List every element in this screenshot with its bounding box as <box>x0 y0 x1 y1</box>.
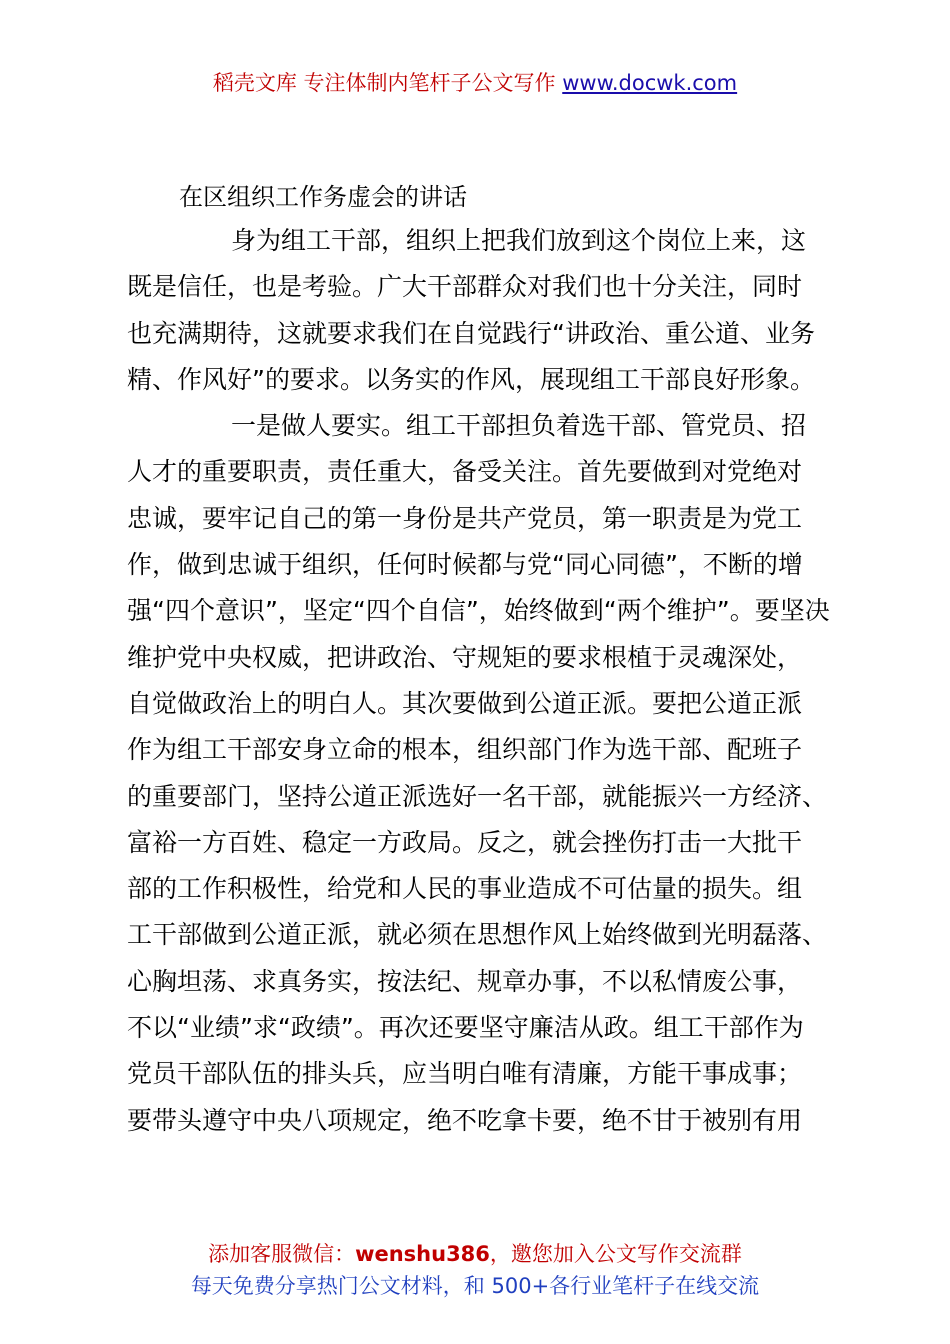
text-line: 维护党中央权威，把讲政治、守规矩的要求根植于灵魂深处， <box>127 642 803 672</box>
text-line: 人才的重要职责，责任重大，备受关注。首先要做到对党绝对 <box>127 457 803 487</box>
footer-share-line: 每天免费分享热门公文材料，和 500+各行业笔杆子在线交流 <box>190 1274 760 1298</box>
text-line: 富裕一方百姓、稳定一方政局。反之，就会挫伤打击一大批干 <box>127 827 803 857</box>
footer-contact-prefix: 添加客服微信： <box>208 1242 356 1266</box>
text-line: 强“四个意识”，坚定“四个自信”，始终做到“两个维护”。要坚决 <box>127 596 830 626</box>
header-brand-text: 稻壳文库 专注体制内笔杆子公文写作 <box>212 71 556 95</box>
footer-wechat-id: wenshu386 <box>355 1242 490 1266</box>
text-line: 既是信任，也是考验。广大干部群众对我们也十分关注，同时 <box>127 272 803 302</box>
text-line: 党员干部队伍的排头兵，应当明白唯有清廉，方能干事成事； <box>127 1059 803 1089</box>
paragraph-lines <box>127 218 830 1144</box>
text-line: 要带头遵守中央八项规定，绝不吃拿卡要，绝不甘于被别有用 <box>127 1105 803 1135</box>
text-line: 工干部做到公道正派，就必须在思想作风上始终做到光明磊落、 <box>127 920 828 950</box>
footer-contact-line <box>0 1238 950 1270</box>
text-line: 的重要部门，坚持公道正派选好一名干部，就能振兴一方经济、 <box>127 781 828 811</box>
footer-contact-suffix: ，邀您加入公文写作交流群 <box>489 1242 742 1266</box>
text-line: 忠诚，要牢记自己的第一身份是共产党员，第一职责是为党工 <box>127 503 803 533</box>
header-site-link[interactable]: www.docwk.com <box>562 71 738 95</box>
text-line: 不以“业绩”求“政绩”。再次还要坚守廉洁从政。组工干部作为 <box>127 1013 804 1043</box>
page-header <box>0 68 950 98</box>
page-footer <box>0 1238 950 1302</box>
text-line: 作，做到忠诚于组织，任何时候都与党“同心同德”，不断的增 <box>127 550 803 580</box>
document-body <box>127 176 830 1144</box>
text-line: 身为组工干部，组织上把我们放到这个岗位上来，这 <box>231 226 807 255</box>
text-line: 心胸坦荡、求真务实，按法纪、规章办事，不以私情废公事， <box>127 966 803 996</box>
text-line: 也充满期待，这就要求我们在自觉践行“讲政治、重公道、业务 <box>127 318 815 348</box>
text-line: 自觉做政治上的明白人。其次要做到公道正派。要把公道正派 <box>127 688 803 718</box>
text-line: 精、作风好”的要求。以务实的作风，展现组工干部良好形象。 <box>127 364 815 394</box>
text-line: 作为组工干部安身立命的根本，组织部门作为选干部、配班子 <box>127 735 803 765</box>
document-title: 在区组织工作务虚会的讲话 <box>179 183 467 211</box>
text-line: 一是做人要实。组工干部担负着选干部、管党员、招 <box>231 411 807 441</box>
text-line: 部的工作积极性，给党和人民的事业造成不可估量的损失。组 <box>127 874 803 904</box>
